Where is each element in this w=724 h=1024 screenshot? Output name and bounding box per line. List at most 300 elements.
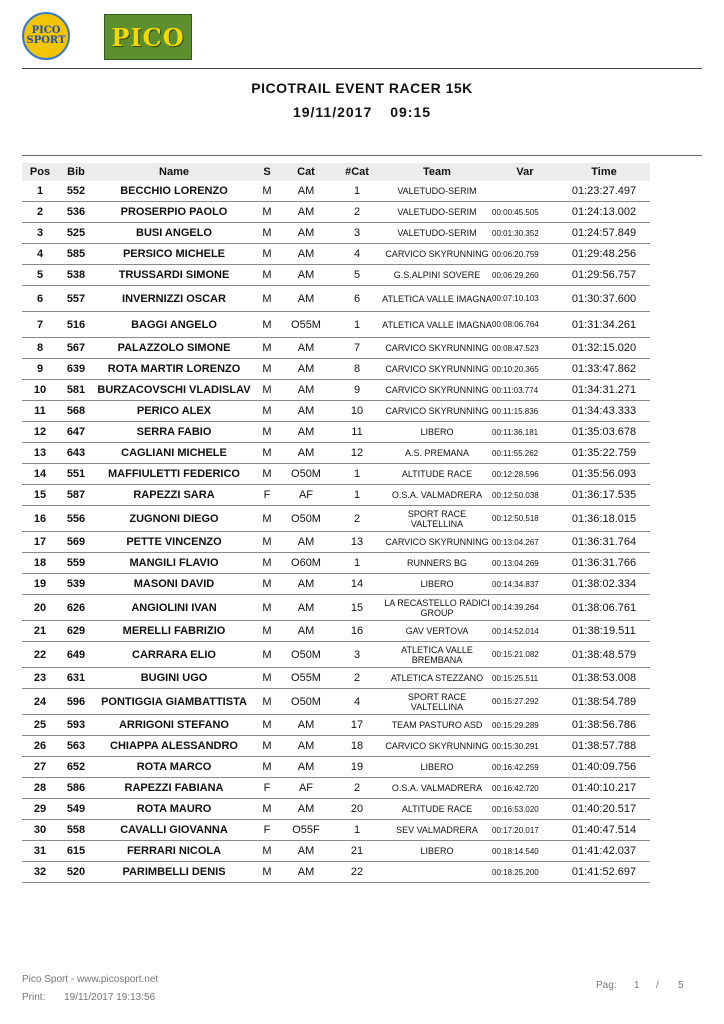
cell-sex: M bbox=[254, 668, 280, 689]
table-row bbox=[22, 736, 650, 757]
cell-sex: M bbox=[254, 595, 280, 621]
table-row bbox=[22, 642, 650, 668]
cell-pos: 6 bbox=[22, 286, 58, 312]
cell-pos: 20 bbox=[22, 595, 58, 621]
cell-time: 01:36:17.535 bbox=[558, 485, 650, 506]
cell-cat-rank: 15 bbox=[332, 595, 382, 621]
cell-name: BAGGI ANGELO bbox=[94, 312, 254, 338]
cell-var: 00:15:29.289 bbox=[492, 715, 558, 736]
cell-name: MAFFIULETTI FEDERICO bbox=[94, 464, 254, 485]
cell-var: 00:01:30.352 bbox=[492, 223, 558, 244]
cell-cat-rank: 1 bbox=[332, 464, 382, 485]
cell-sex: M bbox=[254, 799, 280, 820]
cell-sex: M bbox=[254, 286, 280, 312]
cell-var: 00:13:04.267 bbox=[492, 532, 558, 553]
cell-team: ALTITUDE RACE bbox=[382, 464, 492, 485]
cell-team: G.S.ALPINI SOVERE bbox=[382, 265, 492, 286]
cell-cat-rank: 14 bbox=[332, 574, 382, 595]
cell-bib: 567 bbox=[58, 338, 94, 359]
cell-bib: 558 bbox=[58, 820, 94, 841]
cell-var: 00:00:45.505 bbox=[492, 202, 558, 223]
cell-bib: 556 bbox=[58, 506, 94, 532]
col-header-cat-rank: #Cat bbox=[332, 163, 382, 181]
cell-name: PERSICO MICHELE bbox=[94, 244, 254, 265]
cell-team: A.S. PREMANA bbox=[382, 443, 492, 464]
cell-pos: 5 bbox=[22, 265, 58, 286]
cell-name: BURZACOVSCHI VLADISLAV bbox=[94, 380, 254, 401]
table-row bbox=[22, 338, 650, 359]
cell-pos: 2 bbox=[22, 202, 58, 223]
cell-team: ATLETICA STEZZANO bbox=[382, 668, 492, 689]
cell-name: CAVALLI GIOVANNA bbox=[94, 820, 254, 841]
cell-sex: M bbox=[254, 532, 280, 553]
cell-bib: 615 bbox=[58, 841, 94, 862]
cell-time: 01:32:15.020 bbox=[558, 338, 650, 359]
cell-name: RAPEZZI FABIANA bbox=[94, 778, 254, 799]
cell-cat: AM bbox=[280, 401, 332, 422]
cell-time: 01:36:31.766 bbox=[558, 553, 650, 574]
cell-time: 01:40:20.517 bbox=[558, 799, 650, 820]
cell-team: SEV VALMADRERA bbox=[382, 820, 492, 841]
table-row bbox=[22, 223, 650, 244]
cell-pos: 27 bbox=[22, 757, 58, 778]
cell-name: TRUSSARDI SIMONE bbox=[94, 265, 254, 286]
cell-name: ARRIGONI STEFANO bbox=[94, 715, 254, 736]
cell-var: 00:12:50.518 bbox=[492, 506, 558, 532]
cell-name: ROTA MARTIR LORENZO bbox=[94, 359, 254, 380]
cell-bib: 586 bbox=[58, 778, 94, 799]
cell-team: ALTITUDE RACE bbox=[382, 799, 492, 820]
table-row bbox=[22, 757, 650, 778]
cell-cat-rank: 7 bbox=[332, 338, 382, 359]
cell-pos: 9 bbox=[22, 359, 58, 380]
pico-sport-logo bbox=[22, 12, 70, 60]
cell-time: 01:24:13.002 bbox=[558, 202, 650, 223]
cell-cat: AM bbox=[280, 443, 332, 464]
cell-cat-rank: 2 bbox=[332, 778, 382, 799]
cell-sex: M bbox=[254, 715, 280, 736]
cell-bib: 520 bbox=[58, 862, 94, 883]
cell-sex: F bbox=[254, 485, 280, 506]
table-row bbox=[22, 401, 650, 422]
table-row bbox=[22, 778, 650, 799]
cell-team: LIBERO bbox=[382, 841, 492, 862]
cell-cat: AM bbox=[280, 265, 332, 286]
footer-print-label: Print: bbox=[22, 992, 46, 1003]
cell-cat: AM bbox=[280, 359, 332, 380]
cell-time: 01:30:37.600 bbox=[558, 286, 650, 312]
table-row bbox=[22, 244, 650, 265]
cell-cat-rank: 6 bbox=[332, 286, 382, 312]
cell-var: 00:15:25.511 bbox=[492, 668, 558, 689]
cell-pos: 19 bbox=[22, 574, 58, 595]
cell-cat-rank: 3 bbox=[332, 642, 382, 668]
cell-var: 00:16:42.720 bbox=[492, 778, 558, 799]
cell-name: BUGINI UGO bbox=[94, 668, 254, 689]
cell-cat-rank: 13 bbox=[332, 532, 382, 553]
cell-bib: 563 bbox=[58, 736, 94, 757]
cell-team: CARVICO SKYRUNNING bbox=[382, 380, 492, 401]
cell-cat-rank: 22 bbox=[332, 862, 382, 883]
cell-cat-rank: 1 bbox=[332, 181, 382, 202]
page-total: 5 bbox=[678, 980, 684, 991]
cell-var: 00:16:42.259 bbox=[492, 757, 558, 778]
table-row bbox=[22, 715, 650, 736]
cell-sex: M bbox=[254, 359, 280, 380]
cell-cat-rank: 2 bbox=[332, 668, 382, 689]
cell-bib: 649 bbox=[58, 642, 94, 668]
cell-bib: 585 bbox=[58, 244, 94, 265]
cell-sex: M bbox=[254, 338, 280, 359]
cell-sex: M bbox=[254, 689, 280, 715]
cell-team: CARVICO SKYRUNNING bbox=[382, 244, 492, 265]
cell-pos: 16 bbox=[22, 506, 58, 532]
cell-team: LIBERO bbox=[382, 422, 492, 443]
cell-cat: O50M bbox=[280, 689, 332, 715]
cell-team: VALETUDO-SERIM bbox=[382, 202, 492, 223]
cell-pos: 8 bbox=[22, 338, 58, 359]
picotrail-logo-text: PICO bbox=[111, 22, 185, 52]
cell-time: 01:38:53.008 bbox=[558, 668, 650, 689]
table-row bbox=[22, 181, 650, 202]
cell-sex: M bbox=[254, 464, 280, 485]
cell-cat-rank: 10 bbox=[332, 401, 382, 422]
cell-var: 00:14:52.014 bbox=[492, 621, 558, 642]
cell-cat: O60M bbox=[280, 553, 332, 574]
cell-cat-rank: 20 bbox=[332, 799, 382, 820]
cell-cat-rank: 1 bbox=[332, 553, 382, 574]
cell-pos: 18 bbox=[22, 553, 58, 574]
table-header-row bbox=[22, 163, 650, 181]
event-date: 19/11/2017 bbox=[292, 104, 373, 120]
cell-sex: M bbox=[254, 265, 280, 286]
cell-team: LIBERO bbox=[382, 757, 492, 778]
table-row bbox=[22, 553, 650, 574]
table-row bbox=[22, 595, 650, 621]
cell-cat: AM bbox=[280, 757, 332, 778]
cell-cat-rank: 16 bbox=[332, 621, 382, 642]
cell-var: 00:11:36.181 bbox=[492, 422, 558, 443]
table-row bbox=[22, 841, 650, 862]
cell-team: LIBERO bbox=[382, 574, 492, 595]
cell-time: 01:35:03.678 bbox=[558, 422, 650, 443]
cell-cat: AF bbox=[280, 485, 332, 506]
cell-bib: 516 bbox=[58, 312, 94, 338]
cell-time: 01:34:43.333 bbox=[558, 401, 650, 422]
cell-cat-rank: 12 bbox=[332, 443, 382, 464]
cell-name: ZUGNONI DIEGO bbox=[94, 506, 254, 532]
col-header-bib: Bib bbox=[58, 163, 94, 181]
cell-team: TEAM PASTURO ASD bbox=[382, 715, 492, 736]
cell-sex: M bbox=[254, 757, 280, 778]
cell-cat: O55M bbox=[280, 668, 332, 689]
cell-cat: AF bbox=[280, 778, 332, 799]
cell-var: 00:15:27.292 bbox=[492, 689, 558, 715]
cell-time: 01:34:31.271 bbox=[558, 380, 650, 401]
cell-var: 00:10:20.365 bbox=[492, 359, 558, 380]
logo-text-pico: PICO bbox=[31, 25, 61, 36]
cell-pos: 7 bbox=[22, 312, 58, 338]
footer-site: Pico Sport - www.picosport.net bbox=[22, 974, 159, 985]
footer-print-value: 19/11/2017 19:13:56 bbox=[64, 992, 156, 1003]
footer-print bbox=[22, 992, 155, 1003]
cell-var: 00:16:53.020 bbox=[492, 799, 558, 820]
cell-sex: M bbox=[254, 642, 280, 668]
cell-time: 01:36:31.764 bbox=[558, 532, 650, 553]
table-row bbox=[22, 506, 650, 532]
cell-cat: AM bbox=[280, 380, 332, 401]
cell-pos: 13 bbox=[22, 443, 58, 464]
cell-bib: 626 bbox=[58, 595, 94, 621]
cell-sex: M bbox=[254, 736, 280, 757]
cell-pos: 3 bbox=[22, 223, 58, 244]
cell-cat: AM bbox=[280, 181, 332, 202]
cell-pos: 28 bbox=[22, 778, 58, 799]
cell-sex: F bbox=[254, 778, 280, 799]
results-table bbox=[22, 163, 650, 883]
cell-time: 01:35:56.093 bbox=[558, 464, 650, 485]
cell-var: 00:11:55.262 bbox=[492, 443, 558, 464]
cell-pos: 12 bbox=[22, 422, 58, 443]
cell-bib: 539 bbox=[58, 574, 94, 595]
cell-cat-rank: 1 bbox=[332, 312, 382, 338]
cell-sex: M bbox=[254, 244, 280, 265]
cell-name: PETTE VINCENZO bbox=[94, 532, 254, 553]
cell-pos: 24 bbox=[22, 689, 58, 715]
cell-pos: 17 bbox=[22, 532, 58, 553]
cell-team: O.S.A. VALMADRERA bbox=[382, 778, 492, 799]
cell-name: ROTA MAURO bbox=[94, 799, 254, 820]
table-row bbox=[22, 574, 650, 595]
cell-cat: AM bbox=[280, 715, 332, 736]
table-row bbox=[22, 862, 650, 883]
cell-cat-rank: 4 bbox=[332, 689, 382, 715]
cell-bib: 557 bbox=[58, 286, 94, 312]
cell-bib: 568 bbox=[58, 401, 94, 422]
cell-pos: 26 bbox=[22, 736, 58, 757]
cell-bib: 536 bbox=[58, 202, 94, 223]
table-row bbox=[22, 380, 650, 401]
cell-pos: 14 bbox=[22, 464, 58, 485]
cell-name: MERELLI FABRIZIO bbox=[94, 621, 254, 642]
cell-cat: AM bbox=[280, 595, 332, 621]
cell-bib: 593 bbox=[58, 715, 94, 736]
cell-name: PARIMBELLI DENIS bbox=[94, 862, 254, 883]
cell-pos: 32 bbox=[22, 862, 58, 883]
cell-var: 00:14:39.264 bbox=[492, 595, 558, 621]
cell-var: 00:06:29.260 bbox=[492, 265, 558, 286]
cell-time: 01:38:02.334 bbox=[558, 574, 650, 595]
cell-sex: F bbox=[254, 820, 280, 841]
cell-cat: AM bbox=[280, 286, 332, 312]
cell-name: SERRA FABIO bbox=[94, 422, 254, 443]
cell-bib: 551 bbox=[58, 464, 94, 485]
cell-time: 01:31:34.261 bbox=[558, 312, 650, 338]
col-header-var: Var bbox=[492, 163, 558, 181]
table-row bbox=[22, 265, 650, 286]
cell-bib: 629 bbox=[58, 621, 94, 642]
cell-var: 00:07:10.103 bbox=[492, 286, 558, 312]
cell-var: 00:12:50.038 bbox=[492, 485, 558, 506]
cell-team: VALETUDO-SERIM bbox=[382, 223, 492, 244]
cell-var: 00:18:25.200 bbox=[492, 862, 558, 883]
cell-team: VALETUDO-SERIM bbox=[382, 181, 492, 202]
table-row bbox=[22, 532, 650, 553]
cell-team: LA RECASTELLO RADICI GROUP bbox=[382, 595, 492, 621]
col-header-sex: S bbox=[254, 163, 280, 181]
cell-pos: 29 bbox=[22, 799, 58, 820]
table-row bbox=[22, 799, 650, 820]
cell-cat-rank: 21 bbox=[332, 841, 382, 862]
page-separator: / bbox=[656, 980, 659, 991]
cell-sex: M bbox=[254, 401, 280, 422]
cell-pos: 31 bbox=[22, 841, 58, 862]
cell-time: 01:29:56.757 bbox=[558, 265, 650, 286]
cell-bib: 525 bbox=[58, 223, 94, 244]
cell-name: PONTIGGIA GIAMBATTISTA bbox=[94, 689, 254, 715]
cell-team: ATLETICA VALLE BREMBANA bbox=[382, 642, 492, 668]
cell-team: CARVICO SKYRUNNING bbox=[382, 736, 492, 757]
cell-time: 01:36:18.015 bbox=[558, 506, 650, 532]
cell-name: PERICO ALEX bbox=[94, 401, 254, 422]
cell-bib: 538 bbox=[58, 265, 94, 286]
cell-cat: AM bbox=[280, 223, 332, 244]
cell-cat: AM bbox=[280, 338, 332, 359]
cell-pos: 4 bbox=[22, 244, 58, 265]
table-row bbox=[22, 422, 650, 443]
cell-name: BECCHIO LORENZO bbox=[94, 181, 254, 202]
cell-name: MASONI DAVID bbox=[94, 574, 254, 595]
table-row bbox=[22, 485, 650, 506]
cell-pos: 30 bbox=[22, 820, 58, 841]
cell-time: 01:24:57.849 bbox=[558, 223, 650, 244]
cell-team: ATLETICA VALLE IMAGNA bbox=[382, 312, 492, 338]
cell-team: O.S.A. VALMADRERA bbox=[382, 485, 492, 506]
cell-cat-rank: 4 bbox=[332, 244, 382, 265]
table-row bbox=[22, 820, 650, 841]
cell-sex: M bbox=[254, 506, 280, 532]
cell-name: MANGILI FLAVIO bbox=[94, 553, 254, 574]
cell-bib: 639 bbox=[58, 359, 94, 380]
cell-time: 01:41:52.697 bbox=[558, 862, 650, 883]
cell-cat: AM bbox=[280, 532, 332, 553]
cell-cat-rank: 3 bbox=[332, 223, 382, 244]
cell-team: CARVICO SKYRUNNING bbox=[382, 359, 492, 380]
cell-pos: 15 bbox=[22, 485, 58, 506]
table-row bbox=[22, 668, 650, 689]
cell-cat-rank: 17 bbox=[332, 715, 382, 736]
cell-cat: AM bbox=[280, 574, 332, 595]
table-row bbox=[22, 464, 650, 485]
cell-name: ROTA MARCO bbox=[94, 757, 254, 778]
cell-bib: 596 bbox=[58, 689, 94, 715]
cell-sex: M bbox=[254, 181, 280, 202]
cell-cat-rank: 8 bbox=[332, 359, 382, 380]
col-header-cat: Cat bbox=[280, 163, 332, 181]
cell-time: 01:38:57.788 bbox=[558, 736, 650, 757]
cell-cat: AM bbox=[280, 841, 332, 862]
cell-time: 01:38:54.789 bbox=[558, 689, 650, 715]
cell-team: CARVICO SKYRUNNING bbox=[382, 401, 492, 422]
cell-bib: 549 bbox=[58, 799, 94, 820]
cell-var: 00:18:14.540 bbox=[492, 841, 558, 862]
cell-bib: 569 bbox=[58, 532, 94, 553]
cell-time: 01:38:48.579 bbox=[558, 642, 650, 668]
cell-sex: M bbox=[254, 312, 280, 338]
event-time: 09:15 bbox=[390, 104, 432, 120]
cell-cat-rank: 9 bbox=[332, 380, 382, 401]
cell-name: FERRARI NICOLA bbox=[94, 841, 254, 862]
cell-name: PALAZZOLO SIMONE bbox=[94, 338, 254, 359]
cell-pos: 22 bbox=[22, 642, 58, 668]
cell-name: ANGIOLINI IVAN bbox=[94, 595, 254, 621]
cell-team: GAV VERTOVA bbox=[382, 621, 492, 642]
table-row bbox=[22, 359, 650, 380]
cell-time: 01:40:10.217 bbox=[558, 778, 650, 799]
cell-cat: AM bbox=[280, 202, 332, 223]
cell-bib: 552 bbox=[58, 181, 94, 202]
cell-cat-rank: 19 bbox=[332, 757, 382, 778]
cell-cat: AM bbox=[280, 736, 332, 757]
cell-cat-rank: 2 bbox=[332, 202, 382, 223]
cell-var: 00:08:06.764 bbox=[492, 312, 558, 338]
cell-pos: 10 bbox=[22, 380, 58, 401]
page-label: Pag: bbox=[596, 980, 617, 991]
cell-cat-rank: 18 bbox=[332, 736, 382, 757]
cell-var bbox=[492, 181, 558, 202]
cell-time: 01:40:47.514 bbox=[558, 820, 650, 841]
cell-name: CARRARA ELIO bbox=[94, 642, 254, 668]
cell-team bbox=[382, 862, 492, 883]
cell-var: 00:15:30.291 bbox=[492, 736, 558, 757]
cell-bib: 652 bbox=[58, 757, 94, 778]
cell-cat: AM bbox=[280, 621, 332, 642]
cell-name: INVERNIZZI OSCAR bbox=[94, 286, 254, 312]
cell-team: CARVICO SKYRUNNING bbox=[382, 532, 492, 553]
cell-cat: AM bbox=[280, 862, 332, 883]
cell-var: 00:11:03.774 bbox=[492, 380, 558, 401]
cell-name: BUSI ANGELO bbox=[94, 223, 254, 244]
cell-time: 01:38:19.511 bbox=[558, 621, 650, 642]
cell-sex: M bbox=[254, 574, 280, 595]
page-title: PICOTRAIL EVENT RACER 15K bbox=[251, 80, 473, 96]
table-row bbox=[22, 443, 650, 464]
cell-team: ATLETICA VALLE IMAGNA bbox=[382, 286, 492, 312]
logo-text-sport: SPORT bbox=[26, 35, 66, 46]
cell-var: 00:13:04.269 bbox=[492, 553, 558, 574]
cell-team: SPORT RACE VALTELLINA bbox=[382, 506, 492, 532]
cell-bib: 643 bbox=[58, 443, 94, 464]
cell-cat: O50M bbox=[280, 464, 332, 485]
cell-team: SPORT RACE VALTELLINA bbox=[382, 689, 492, 715]
cell-cat: O55F bbox=[280, 820, 332, 841]
cell-cat-rank: 2 bbox=[332, 506, 382, 532]
cell-cat-rank: 1 bbox=[332, 820, 382, 841]
cell-pos: 1 bbox=[22, 181, 58, 202]
cell-name: RAPEZZI SARA bbox=[94, 485, 254, 506]
event-datetime bbox=[0, 104, 724, 120]
cell-cat: AM bbox=[280, 244, 332, 265]
cell-bib: 647 bbox=[58, 422, 94, 443]
cell-sex: M bbox=[254, 553, 280, 574]
cell-name: CAGLIANI MICHELE bbox=[94, 443, 254, 464]
cell-cat: O50M bbox=[280, 506, 332, 532]
cell-cat-rank: 11 bbox=[332, 422, 382, 443]
cell-var: 00:17:20.017 bbox=[492, 820, 558, 841]
col-header-team: Team bbox=[382, 163, 492, 181]
cell-time: 01:33:47.862 bbox=[558, 359, 650, 380]
table-row bbox=[22, 312, 650, 338]
